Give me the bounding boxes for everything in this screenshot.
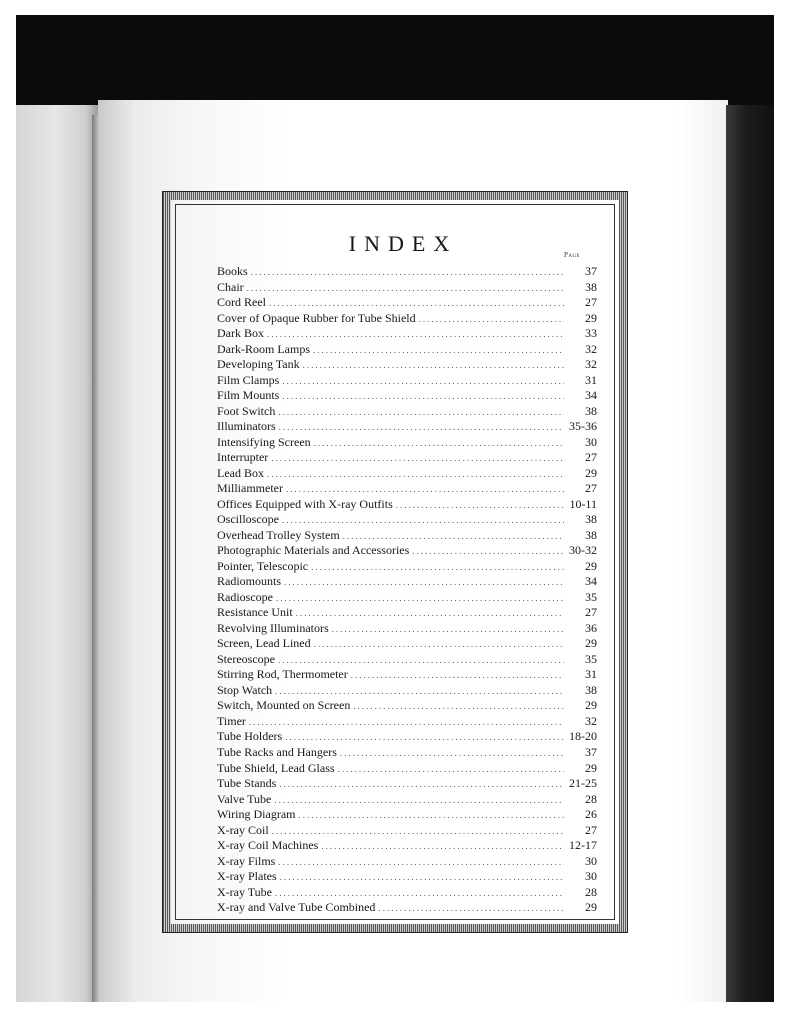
entry-label: Illuminators (217, 419, 276, 434)
scan-right-shadow (726, 105, 774, 1002)
index-entry (217, 512, 597, 528)
index-entry (217, 497, 597, 513)
index-entry-list (217, 264, 597, 916)
index-entry (217, 683, 597, 699)
dot-leader (311, 562, 564, 572)
index-entry (217, 435, 597, 451)
entry-label: Tube Holders (217, 729, 283, 744)
dot-leader (282, 515, 564, 525)
entry-page-number: 32 (585, 713, 597, 728)
dot-leader (279, 779, 564, 789)
entry-page-number: 29 (585, 310, 597, 325)
dot-leader (275, 686, 564, 696)
index-entry (217, 264, 597, 280)
index-entry (217, 698, 597, 714)
entry-page-number: 27 (585, 481, 597, 496)
entry-page-number: 32 (585, 357, 597, 372)
dot-leader (314, 639, 564, 649)
index-entry (217, 574, 597, 590)
entry-page-number: 29 (585, 900, 597, 915)
dot-leader (296, 608, 564, 618)
index-entry (217, 295, 597, 311)
dot-leader (313, 345, 564, 355)
entry-page-number: 30 (585, 869, 597, 884)
entry-label: Valve Tube (217, 791, 272, 806)
dot-leader (351, 670, 564, 680)
index-entry (217, 869, 597, 885)
dot-leader (275, 888, 564, 898)
entry-page-number: 29 (585, 465, 597, 480)
entry-label: Resistance Unit (217, 605, 293, 620)
index-entry (217, 776, 597, 792)
entry-label: Radioscope (217, 589, 273, 604)
index-entry (217, 528, 597, 544)
dot-leader (286, 484, 564, 494)
entry-page-number: 29 (585, 698, 597, 713)
entry-label: Books (217, 264, 248, 278)
page-column-heading: Page (564, 251, 581, 259)
entry-page-number: 27 (585, 822, 597, 837)
entry-label: Chair (217, 279, 244, 294)
entry-label: X-ray Tube (217, 884, 273, 899)
dot-leader (247, 283, 564, 293)
entry-label: X-ray Coil (217, 822, 269, 837)
dot-leader (343, 531, 564, 541)
dot-leader (299, 810, 565, 820)
index-entry (217, 854, 597, 870)
entry-page-number: 21-25 (569, 776, 597, 791)
dot-leader (278, 857, 564, 867)
entry-label: Film Clamps (217, 372, 280, 387)
dot-leader (303, 360, 564, 370)
entry-page-number: 37 (585, 264, 597, 278)
entry-label: Stirring Rod, Thermometer (217, 667, 348, 682)
entry-page-number: 31 (585, 667, 597, 682)
entry-label: Pointer, Telescopic (217, 558, 309, 573)
index-entry (217, 714, 597, 730)
entry-label: Stop Watch (217, 682, 273, 697)
entry-label: Lead Box (217, 465, 264, 480)
dot-leader (271, 453, 564, 463)
entry-page-number: 28 (585, 884, 597, 899)
index-entry (217, 885, 597, 901)
index-entry (217, 729, 597, 745)
index-entry (217, 900, 597, 916)
entry-page-number: 32 (585, 341, 597, 356)
entry-page-number: 35 (585, 651, 597, 666)
entry-label: Wiring Diagram (217, 807, 296, 822)
entry-label: Switch, Mounted on Screen (217, 698, 351, 713)
entry-page-number: 30 (585, 853, 597, 868)
entry-page-number: 29 (585, 558, 597, 573)
dot-leader (338, 764, 564, 774)
entry-page-number: 30-32 (569, 543, 597, 558)
left-page-edge (16, 105, 98, 1002)
entry-label: Foot Switch (217, 403, 276, 418)
index-entry (217, 652, 597, 668)
dot-leader (332, 624, 564, 634)
entry-page-number: 30 (585, 434, 597, 449)
entry-label: Tube Racks and Hangers (217, 744, 337, 759)
entry-page-number: 27 (585, 605, 597, 620)
entry-label: Stereoscope (217, 651, 275, 666)
dot-leader (282, 391, 564, 401)
dot-leader (251, 267, 564, 277)
dot-leader (267, 469, 564, 479)
entry-label: Dark Box (217, 326, 264, 341)
book-gutter (92, 115, 100, 1002)
index-entry (217, 559, 597, 575)
entry-label: Screen, Lead Lined (217, 636, 311, 651)
entry-page-number: 38 (585, 279, 597, 294)
index-entry (217, 543, 597, 559)
entry-label: Intensifying Screen (217, 434, 311, 449)
dot-leader (314, 438, 564, 448)
entry-page-number: 36 (585, 620, 597, 635)
entry-page-number: 33 (585, 326, 597, 341)
index-entry (217, 636, 597, 652)
entry-label: Cover of Opaque Rubber for Tube Shield (217, 310, 416, 325)
index-title: INDEX (348, 231, 458, 256)
index-entry (217, 450, 597, 466)
entry-page-number: 37 (585, 744, 597, 759)
entry-page-number: 38 (585, 512, 597, 527)
dot-leader (353, 701, 564, 711)
entry-page-number: 38 (585, 403, 597, 418)
dot-leader (279, 422, 564, 432)
index-entry (217, 745, 597, 761)
entry-page-number: 31 (585, 372, 597, 387)
entry-label: Tube Shield, Lead Glass (217, 760, 335, 775)
entry-label: Film Mounts (217, 388, 280, 403)
entry-label: X-ray Coil Machines (217, 838, 319, 853)
scan-top-shadow (16, 15, 774, 105)
index-entry (217, 667, 597, 683)
entry-label: Milliammeter (217, 481, 283, 496)
dot-leader (269, 298, 564, 308)
entry-label: Developing Tank (217, 357, 300, 372)
entry-page-number: 35 (585, 589, 597, 604)
dot-leader (276, 593, 564, 603)
entry-page-number: 35-36 (569, 419, 597, 434)
entry-label: Revolving Illuminators (217, 620, 329, 635)
index-entry (217, 838, 597, 854)
index-entry (217, 466, 597, 482)
dot-leader (272, 826, 564, 836)
dot-leader (274, 795, 564, 805)
index-entry (217, 481, 597, 497)
entry-page-number: 27 (585, 450, 597, 465)
dot-leader (396, 500, 564, 510)
dot-leader (340, 748, 564, 758)
entry-label: X-ray Films (217, 853, 276, 868)
entry-page-number: 29 (585, 636, 597, 651)
entry-page-number: 29 (585, 760, 597, 775)
entry-page-number: 38 (585, 527, 597, 542)
dot-leader (284, 577, 564, 587)
index-entry (217, 823, 597, 839)
index-frame (163, 192, 627, 932)
entry-page-number: 26 (585, 807, 597, 822)
entry-page-number: 27 (585, 295, 597, 310)
index-entry (217, 761, 597, 777)
index-entry (217, 419, 597, 435)
index-entry (217, 807, 597, 823)
entry-page-number: 38 (585, 682, 597, 697)
index-entry (217, 605, 597, 621)
index-entry (217, 280, 597, 296)
entry-label: Offices Equipped with X-ray Outfits (217, 496, 393, 511)
entry-label: Cord Reel (217, 295, 266, 310)
entry-label: Timer (217, 713, 246, 728)
index-entry (217, 388, 597, 404)
entry-page-number: 12-17 (569, 838, 597, 853)
entry-page-number: 10-11 (569, 496, 597, 511)
index-entry (217, 357, 597, 373)
entry-label: Interrupter (217, 450, 269, 465)
index-entry (217, 326, 597, 342)
dot-leader (278, 407, 564, 417)
index-entry (217, 311, 597, 327)
index-entry (217, 792, 597, 808)
entry-label: Tube Stands (217, 776, 277, 791)
entry-page-number: 34 (585, 388, 597, 403)
entry-page-number: 18-20 (569, 729, 597, 744)
entry-label: X-ray Plates (217, 869, 277, 884)
entry-page-number: 34 (585, 574, 597, 589)
dot-leader (278, 655, 564, 665)
index-entry (217, 342, 597, 358)
dot-leader (249, 717, 564, 727)
index-entry (217, 404, 597, 420)
index-entry (217, 373, 597, 389)
entry-label: Photographic Materials and Accessories (217, 543, 410, 558)
dot-leader (378, 903, 564, 913)
entry-label: X-ray and Valve Tube Combined (217, 900, 376, 915)
dot-leader (321, 841, 564, 851)
dot-leader (285, 732, 564, 742)
dot-leader (412, 546, 564, 556)
dot-leader (282, 376, 564, 386)
dot-leader (280, 872, 564, 882)
entry-label: Oscilloscope (217, 512, 279, 527)
index-entry (217, 590, 597, 606)
entry-label: Radiomounts (217, 574, 282, 589)
entry-label: Dark-Room Lamps (217, 341, 310, 356)
dot-leader (419, 314, 564, 324)
dot-leader (267, 329, 564, 339)
index-entry (217, 621, 597, 637)
entry-label: Overhead Trolley System (217, 527, 340, 542)
entry-page-number: 28 (585, 791, 597, 806)
